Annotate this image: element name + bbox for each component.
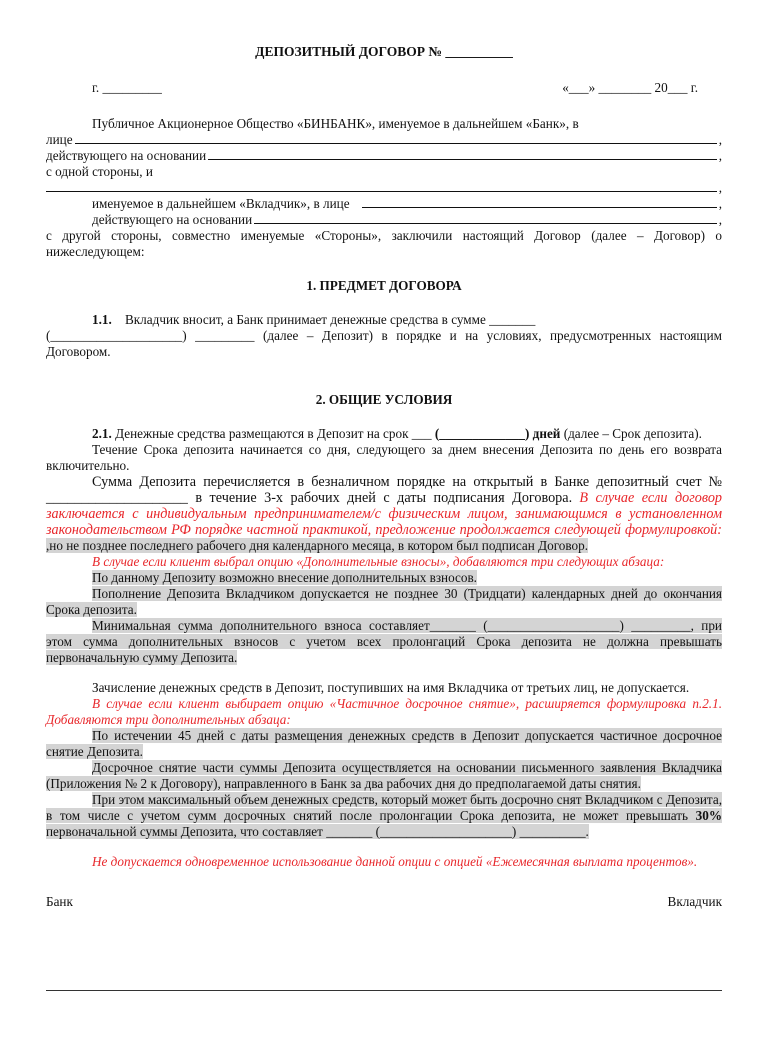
preamble-one-side: с одной стороны, и xyxy=(46,164,153,179)
clause-2-1-term: Течение Срока депозита начинается со дня, следующего за днем внесения Депозита по день его возврата включительно. xyxy=(46,442,722,473)
preamble-line-1: Публичное Акционерное Общество «БИНБАНК», именуемое в дальнейшем «Банк», в xyxy=(92,116,579,131)
signature-divider xyxy=(46,990,722,991)
preamble-line-depositor: именуемое в дальнейшем «Вкладчик», в лице , xyxy=(92,196,722,211)
clause-1-1-cont: (____________________) _________ (далее – Депозит) в порядке и на условиях, предусмотренных настоящим Договором. xyxy=(46,328,722,359)
preamble-other-side: с другой стороны, совместно именуемые «Стороны», заключили настоящий Договор (далее – Договор) о нижеследующем: xyxy=(46,228,722,259)
date-field: «___» ________ 20___ г. xyxy=(562,80,698,95)
option-1-para-2: Пополнение Депозита Вкладчиком допускается не позднее 30 (Тридцати) календарных дней до окончания Срока депозита. xyxy=(46,586,722,617)
option-additional-deposits-note: В случае если клиент выбрал опцию «Дополнительные взносы», добавляются три следующих абзаца: xyxy=(92,554,665,569)
option-exclusion-note: Не допускается одновременное использование данной опции с опцией «Ежемесячная выплата процентов». xyxy=(92,854,698,869)
preamble-line-basis: действующего на основании , xyxy=(46,148,722,163)
third-party-clause: Зачисление денежных средств в Депозит, поступивших на имя Вкладчика от третьих лиц, не допускается. xyxy=(92,680,690,695)
preamble-line-lice: лице , xyxy=(46,132,722,147)
section-2 xyxy=(46,426,722,870)
section-1-heading: 1. ПРЕДМЕТ ДОГОВОРА xyxy=(306,278,462,293)
place-date-row xyxy=(46,80,722,96)
preamble-line-basis2: действующего на основании , xyxy=(92,212,722,227)
option-1-para-3: Минимальная сумма дополнительного взноса составляет_______ (____________________) _________, при этом сумма дополнительных взносов с учетом всех пролонгаций Срока депозита не должна превышать первоначальную сумму Депозита. xyxy=(46,618,722,665)
option-1-para-1: По данному Депозиту возможно внесение дополнительных взносов. xyxy=(92,570,477,585)
preamble xyxy=(46,116,722,260)
preamble-line-blank: , xyxy=(46,180,722,196)
document-page xyxy=(0,44,768,1038)
bank-signature-label: Банк xyxy=(46,894,73,909)
document-title: ДЕПОЗИТНЫЙ ДОГОВОР № __________ xyxy=(255,44,513,59)
section-2-heading: 2. ОБЩИЕ УСЛОВИЯ xyxy=(315,392,453,407)
clause-1-1: 1.1. Вкладчик вносит, а Банк принимает денежные средства в сумме _______ xyxy=(92,312,536,327)
option-2-para-1: По истечении 45 дней с даты размещения денежных средств в Депозит допускается частичное досрочное снятие Депозита. xyxy=(46,728,722,759)
depositor-signature-label: Вкладчик xyxy=(667,894,722,909)
city-field: г. _________ xyxy=(92,80,162,95)
option-2-para-3: При этом максимальный объем денежных средств, который может быть досрочно снят Вкладчиком с Депозита, в том числе с учетом сумм досрочных снятий после пролонгации Срока депозита, не может превышать 30% первоначальной суммы Депозита, что составляет _______ (____________________) __________. xyxy=(46,792,722,839)
signatures-row xyxy=(46,894,722,910)
option-partial-withdrawal-note: В случае если клиент выбирает опцию «Частичное досрочное снятие», расширяется формулировка п.2.1. Добавляются три дополнительных абзаца: xyxy=(46,696,722,727)
clause-2-1-transfer: Сумма Депозита перечисляется в безналичном порядке на открытый в Банке депозитный счет № ____________________ в течение 3-х рабочих дней с даты подписания Договора. В случае если договор заключается с индивидуальным предпринимателем/с физическим лицом, занимающимся в установленном законодательством РФ порядке частной практикой, предложение продолжается следующей формулировкой: ,но не позднее последнего рабочего дня календарного месяца, в котором был подписан Договор. xyxy=(46,474,723,553)
section-1 xyxy=(46,312,722,360)
option-2-para-2: Досрочное снятие части суммы Депозита осуществляется на основании письменного заявления Вкладчика (Приложения № 2 к Договору), направленного в Банк за два рабочих дня до предполагаемой даты снятия. xyxy=(46,760,722,791)
clause-2-1: 2.1. Денежные средства размещаются в Депозит на срок ___ (_____________) дней (далее – Срок депозита). xyxy=(92,426,702,441)
